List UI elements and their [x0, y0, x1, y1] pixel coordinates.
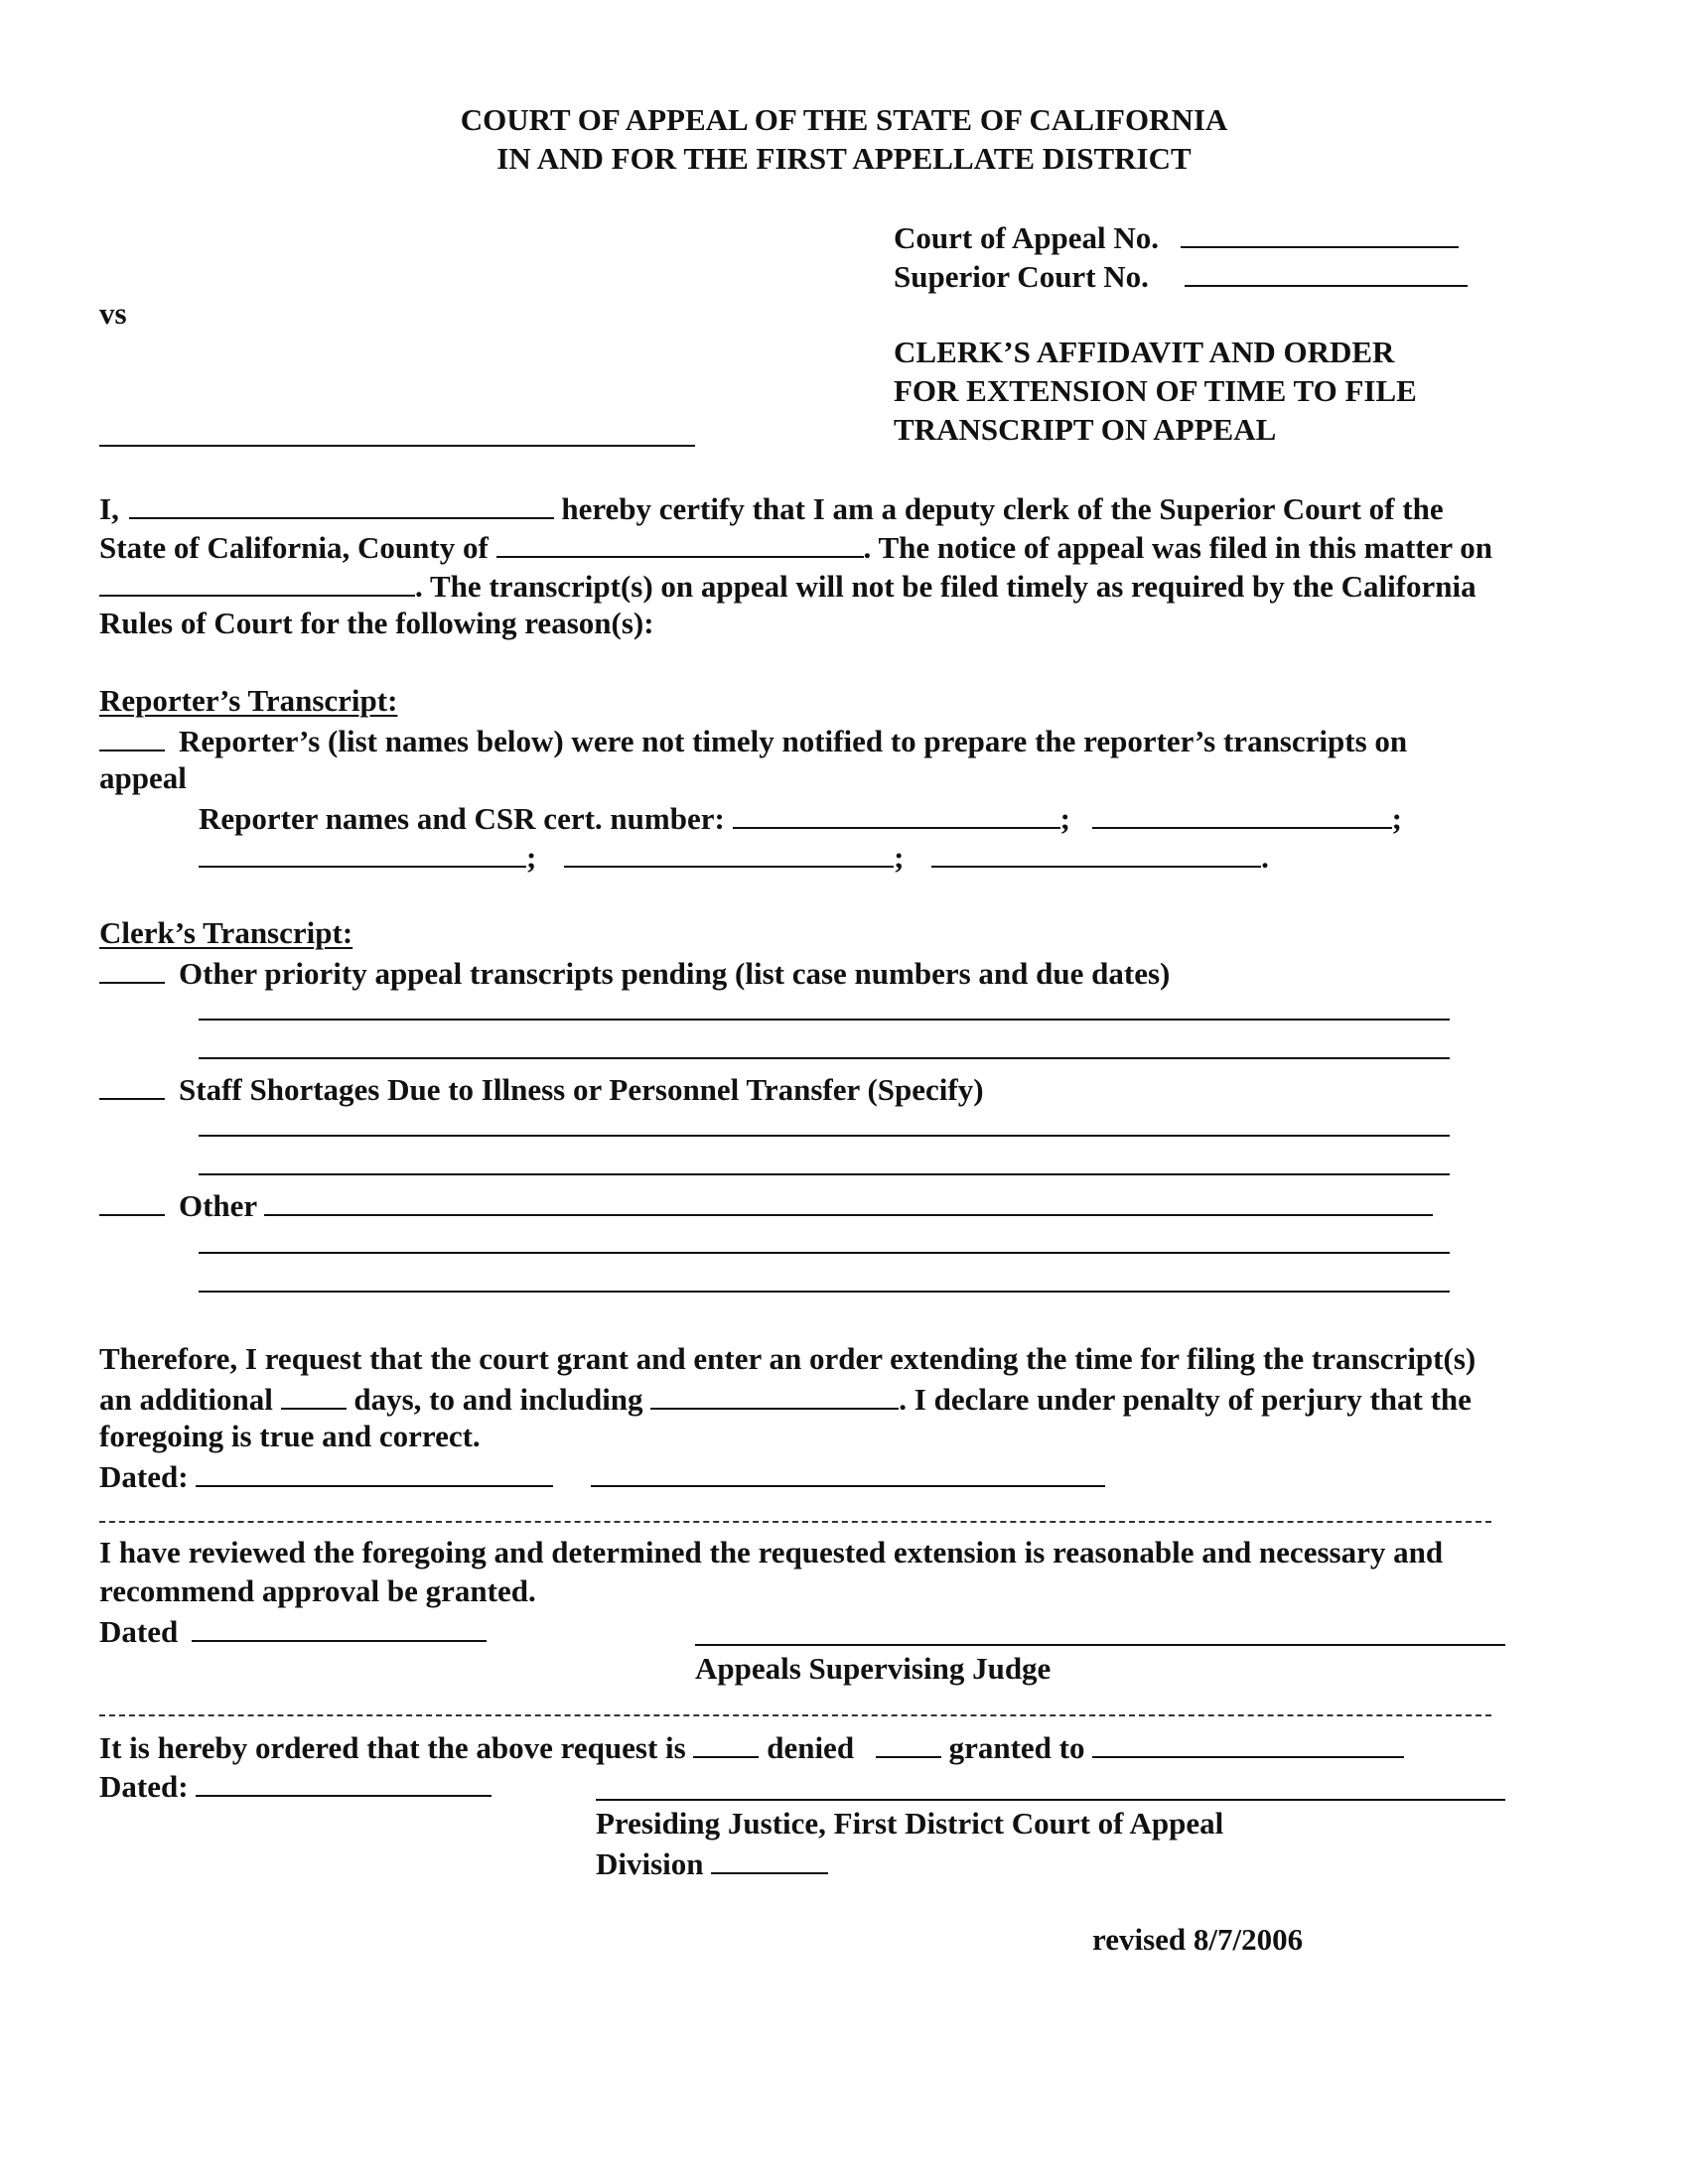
intro-notice-text: . The notice of appeal was filed in this matter on — [863, 530, 1493, 565]
review-line-2: recommend approval be granted. — [99, 1573, 536, 1608]
other-reason-checkbox[interactable] — [99, 1184, 165, 1216]
presiding-justice-title: Presiding Justice, First District Court of Appeal — [596, 1806, 1224, 1841]
separator-semicolon: ; — [1391, 801, 1402, 836]
reporters-reason-line2: appeal — [99, 760, 187, 795]
court-of-appeal-no-row — [894, 216, 1459, 257]
additional-label: an additional — [99, 1382, 273, 1417]
intro-county-label: State of California, County of — [99, 530, 489, 565]
staff-shortage-text: Staff Shortages Due to Illness or Personnel Transfer (Specify) — [179, 1072, 984, 1107]
separator-period: . — [1261, 840, 1269, 875]
reporters-reason-row — [99, 720, 1407, 760]
court-heading-line2: IN AND FOR THE FIRST APPELLATE DISTRICT — [496, 141, 1192, 176]
revision-date: revised 8/7/2006 — [1092, 1922, 1304, 1957]
reporter-name-field-5[interactable] — [931, 836, 1261, 868]
division-label: Division — [596, 1846, 704, 1881]
deputy-clerk-name-field[interactable] — [129, 487, 554, 519]
staff-shortage-detail-line-1[interactable] — [199, 1135, 1450, 1137]
request-date-field[interactable] — [196, 1455, 553, 1487]
court-of-appeal-no-label: Court of Appeal No. — [894, 220, 1159, 255]
intro-line-4: Rules of Court for the following reason(s): — [99, 606, 654, 640]
notice-filed-date-field[interactable] — [99, 565, 415, 597]
separator-semicolon: ; — [894, 840, 905, 875]
other-reason-field[interactable] — [264, 1184, 1433, 1216]
other-reason-detail-line-1[interactable] — [199, 1252, 1450, 1254]
section-divider-2 — [99, 1714, 1491, 1716]
request-line-1: Therefore, I request that the court grant and enter an order extending the time for filing the transcript(s) — [99, 1341, 1477, 1376]
staff-shortage-checkbox[interactable] — [99, 1068, 165, 1100]
priority-appeals-detail-line-1[interactable] — [199, 1019, 1450, 1021]
division-row — [596, 1843, 828, 1883]
affidavit-title-line2: FOR EXTENSION OF TIME TO FILE — [894, 373, 1417, 408]
intro-line-3 — [99, 565, 1477, 606]
reporters-not-notified-checkbox[interactable] — [99, 720, 165, 751]
denied-label: denied — [767, 1730, 855, 1765]
affidavit-title-line3: TRANSCRIPT ON APPEAL — [894, 412, 1277, 447]
intro-transcript-text: . The transcript(s) on appeal will not be filed timely as required by the California — [415, 569, 1477, 604]
other-reason-detail-line-2[interactable] — [199, 1291, 1450, 1293]
staff-shortage-detail-line-2[interactable] — [199, 1173, 1450, 1175]
intro-i: I, — [99, 491, 119, 526]
review-dated-row — [99, 1610, 487, 1651]
county-field[interactable] — [496, 526, 864, 558]
review-date-field[interactable] — [192, 1610, 487, 1642]
perjury-text: . I declare under penalty of perjury that the — [899, 1382, 1472, 1417]
staff-shortage-row — [99, 1068, 984, 1109]
order-dated-row — [99, 1765, 492, 1806]
denied-checkbox[interactable] — [693, 1726, 759, 1758]
reporter-name-field-4[interactable] — [564, 836, 894, 868]
priority-appeals-detail-line-2[interactable] — [199, 1057, 1450, 1059]
order-text: It is hereby ordered that the above request is — [99, 1730, 686, 1765]
including-label: days, to and including — [353, 1382, 643, 1417]
superior-court-no-row — [894, 255, 1468, 296]
priority-appeals-checkbox[interactable] — [99, 952, 165, 984]
request-line-3: foregoing is true and correct. — [99, 1419, 481, 1453]
reporter-names-row-1 — [199, 797, 1402, 838]
review-dated-label: Dated — [99, 1614, 179, 1649]
request-dated-label: Dated: — [99, 1459, 189, 1494]
supervising-judge-title: Appeals Supervising Judge — [695, 1651, 1052, 1686]
affidavit-title-line1: CLERK’S AFFIDAVIT AND ORDER — [894, 335, 1395, 369]
court-of-appeal-no-field[interactable] — [1181, 216, 1459, 248]
other-reason-row — [99, 1184, 1433, 1225]
other-reason-label: Other — [179, 1188, 257, 1223]
order-line-1 — [99, 1726, 1404, 1767]
reporters-transcript-heading: Reporter’s Transcript: — [99, 683, 398, 718]
granted-checkbox[interactable] — [876, 1726, 941, 1758]
reporters-reason-text: Reporter’s (list names below) were not timely notified to prepare the reporter’s transcripts on — [179, 724, 1408, 758]
order-dated-label: Dated: — [99, 1769, 189, 1804]
superior-court-no-field[interactable] — [1185, 255, 1468, 287]
priority-appeals-row — [99, 952, 1170, 993]
intro-line-2 — [99, 526, 1492, 567]
intro-certify-text: hereby certify that I am a deputy clerk of the Superior Court of the — [561, 491, 1444, 526]
supervising-judge-signature-field[interactable] — [695, 1644, 1505, 1646]
granted-label: granted to — [948, 1730, 1085, 1765]
granted-to-date-field[interactable] — [1092, 1726, 1404, 1758]
reporter-names-label: Reporter names and CSR cert. number: — [199, 801, 725, 836]
reporter-name-field-2[interactable] — [1092, 797, 1392, 829]
clerks-transcript-heading: Clerk’s Transcript: — [99, 915, 353, 950]
priority-appeals-text: Other priority appeal transcripts pending (list case numbers and due dates) — [179, 956, 1171, 991]
additional-days-field[interactable] — [281, 1378, 347, 1410]
separator-semicolon: ; — [526, 840, 537, 875]
order-date-field[interactable] — [196, 1765, 492, 1797]
versus-label: vs — [99, 296, 127, 331]
superior-court-no-label: Superior Court No. — [894, 259, 1149, 294]
reporter-name-field-3[interactable] — [199, 836, 526, 868]
section-divider-1 — [99, 1521, 1491, 1523]
reporter-name-field-1[interactable] — [733, 797, 1060, 829]
deputy-clerk-signature-field[interactable] — [591, 1455, 1105, 1487]
request-line-2 — [99, 1378, 1472, 1419]
review-line-1: I have reviewed the foregoing and determined the requested extension is reasonable and necessary and — [99, 1535, 1444, 1570]
division-field[interactable] — [711, 1843, 828, 1874]
extended-date-field[interactable] — [650, 1378, 899, 1410]
party-name-field[interactable] — [99, 445, 695, 447]
presiding-justice-signature-field[interactable] — [596, 1799, 1505, 1801]
reporter-names-row-2 — [199, 836, 1269, 877]
court-heading-line1: COURT OF APPEAL OF THE STATE OF CALIFORNIA — [460, 102, 1228, 137]
separator-semicolon: ; — [1059, 801, 1070, 836]
request-dated-row — [99, 1455, 1105, 1496]
intro-line-1 — [99, 487, 1444, 528]
